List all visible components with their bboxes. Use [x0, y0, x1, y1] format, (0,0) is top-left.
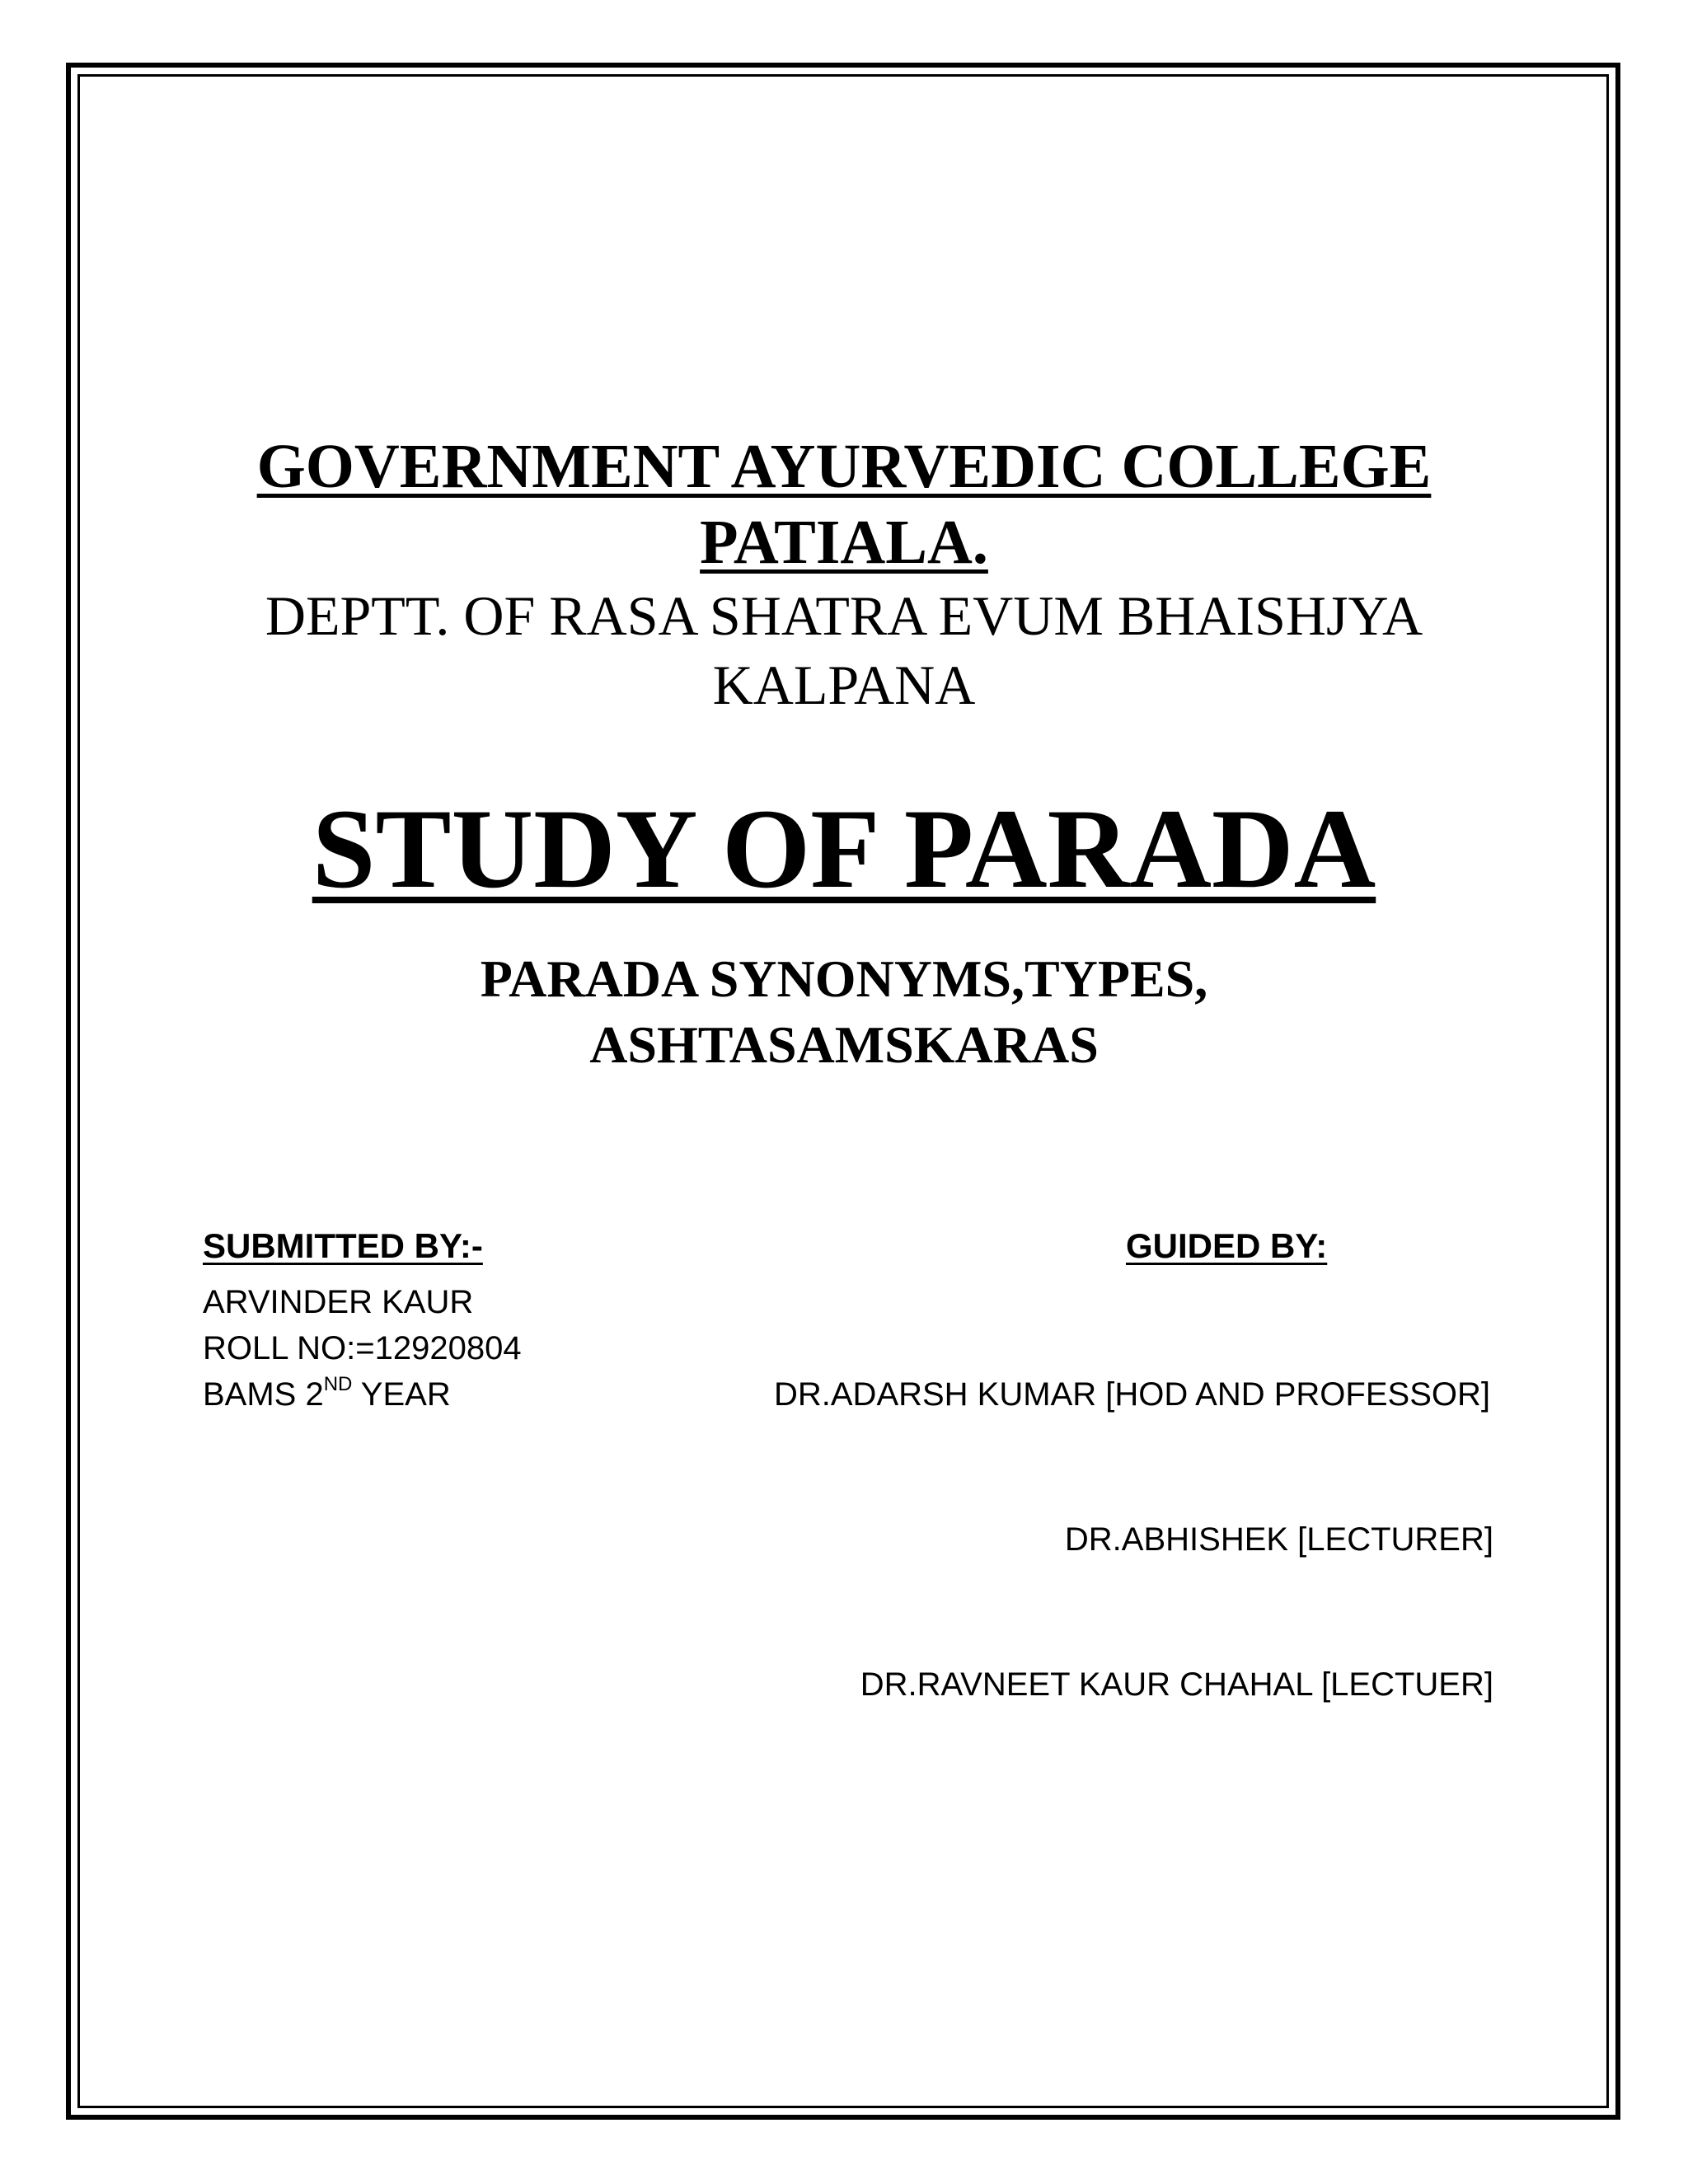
title-text: STUDY OF PARADA [312, 785, 1376, 912]
roll-number: ROLL NO:=12920804 [203, 1330, 522, 1366]
department-heading [0, 581, 1688, 719]
document-subtitle [0, 946, 1688, 1078]
guide-3: DR.RAVNEET KAUR CHAHAL [LECTUER] [860, 1666, 1493, 1703]
course-suffix: YEAR [352, 1376, 451, 1413]
department-line2: KALPANA [712, 654, 976, 716]
guide-2: DR.ABHISHEK [LECTURER] [1064, 1521, 1493, 1558]
college-name-line1: GOVERNMENT AYURVEDIC COLLEGE [256, 432, 1432, 501]
guided-by-label: GUIDED BY: [1126, 1226, 1328, 1265]
subtitle-line1: PARADA SYNONYMS,TYPES, [480, 949, 1208, 1008]
college-name-line2: PATIALA. [700, 508, 988, 577]
course-ordinal-suffix: ND [323, 1373, 353, 1395]
student-name: ARVINDER KAUR [203, 1284, 474, 1320]
department-line1: DEPTT. OF RASA SHATRA EVUM BHAISHJYA [265, 584, 1423, 647]
guide-1: DR.ADARSH KUMAR [HOD AND PROFESSOR] [773, 1376, 1490, 1413]
college-heading [0, 429, 1688, 580]
course-year [203, 1371, 451, 1418]
page-border-inner [77, 74, 1609, 2108]
course-prefix: BAMS 2 [203, 1376, 324, 1413]
subtitle-line2: ASHTASAMSKARAS [589, 1015, 1099, 1074]
document-title [0, 783, 1688, 915]
submitted-by-label: SUBMITTED BY:- [203, 1226, 483, 1265]
